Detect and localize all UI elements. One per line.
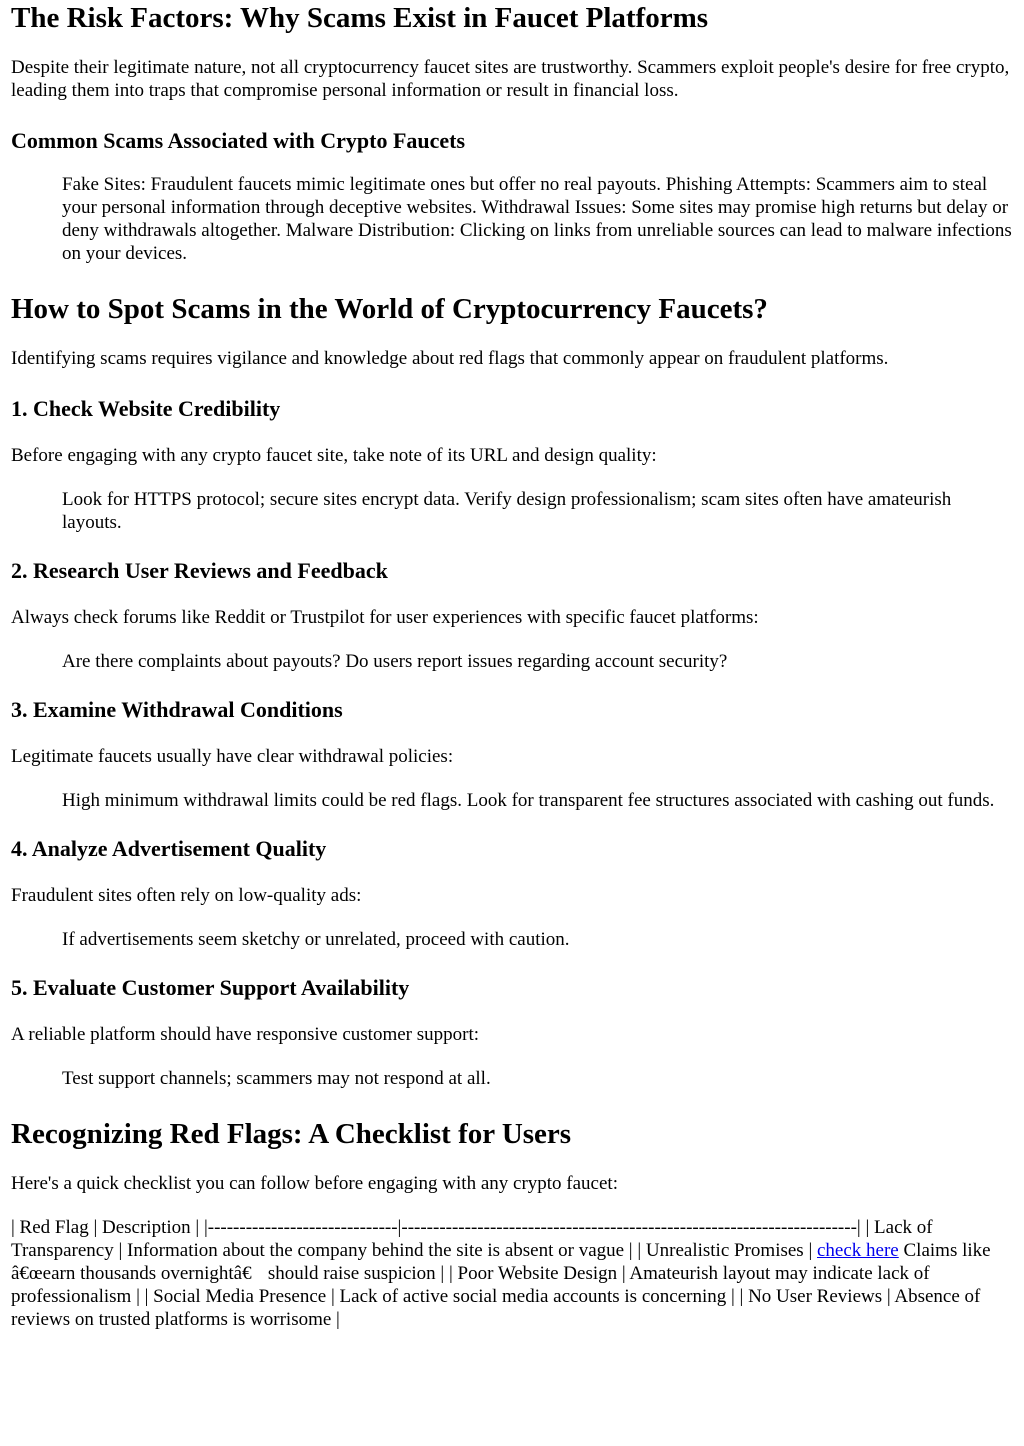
step-2-text: Always check forums like Reddit or Trustpilot for user experiences with specific faucet platforms:	[11, 607, 759, 628]
risk-intro: Despite their legitimate nature, not all cryptocurrency faucet sites are trustworthy. Scammers exploit people's desire for free crypto, leading them into traps that compromise personal information or result in financial loss.	[11, 57, 1010, 101]
step-3-text: Legitimate faucets usually have clear withdrawal policies:	[11, 746, 454, 767]
common-scams-list: Fake Sites: Fraudulent faucets mimic legitimate ones but offer no real payouts. Phishing Attempts: Scammers aim to steal your personal information through deceptive websites. Withdrawal Issues: Some sites may promise high returns but delay or deny withdrawals altogether. Malware Distribution: Clicking on links from unreliable sources can lead to malware infections on your devices.	[62, 174, 1012, 264]
step-4-list: If advertisements seem sketchy or unrelated, proceed with caution.	[62, 929, 570, 950]
spot-title: How to Spot Scams in the World of Cryptocurrency Faucets?	[11, 293, 768, 325]
step-1-list: Look for HTTPS protocol; secure sites encrypt data. Verify design professionalism; scam sites often have amateurish layouts.	[62, 489, 952, 533]
step-5-text: A reliable platform should have responsive customer support:	[11, 1024, 480, 1045]
step-1-text: Before engaging with any crypto faucet site, take note of its URL and design quality:	[11, 445, 657, 466]
checklist-title: Recognizing Red Flags: A Checklist for Users	[11, 1118, 572, 1150]
check-here-link[interactable]: check here	[817, 1240, 899, 1261]
step-1-heading: 1. Check Website Credibility	[11, 396, 281, 421]
table-text-part-1: | Red Flag | Description | |------------------------------|------------------------------------------------------------------------| | Lack of Transparency | Information about the company behind the site is absent or vague | | Unrealistic Promises |	[11, 1217, 933, 1261]
common-scams-heading: Common Scams Associated with Crypto Faucets	[11, 128, 466, 153]
red-flags-table-text	[11, 1216, 1014, 1331]
step-2-list: Are there complaints about payouts? Do users report issues regarding account security?	[62, 651, 728, 672]
table-text-part-2: Claims like â€œearn thousands overnightâ€ should raise suspicion | | Poor Website Design | Amateurish layout may indicate lack of professionalism | | Social Media Presence | Lack of active social media accounts is concerning | | No User Reviews | Absence of reviews on trusted platforms is worrisome |	[11, 1240, 991, 1330]
risk-title: The Risk Factors: Why Scams Exist in Faucet Platforms	[11, 2, 709, 34]
spot-intro: Identifying scams requires vigilance and knowledge about red flags that commonly appear on fraudulent platforms.	[11, 348, 889, 369]
step-5-list: Test support channels; scammers may not respond at all.	[62, 1068, 491, 1089]
step-3-heading: 3. Examine Withdrawal Conditions	[11, 697, 343, 722]
step-5-heading: 5. Evaluate Customer Support Availability	[11, 975, 410, 1000]
step-2-heading: 2. Research User Reviews and Feedback	[11, 558, 388, 583]
step-3-list: High minimum withdrawal limits could be red flags. Look for transparent fee structures associated with cashing out funds.	[62, 790, 995, 811]
step-4-text: Fraudulent sites often rely on low-quality ads:	[11, 885, 362, 906]
checklist-intro: Here's a quick checklist you can follow before engaging with any crypto faucet:	[11, 1173, 618, 1194]
step-4-heading: 4. Analyze Advertisement Quality	[11, 836, 327, 861]
